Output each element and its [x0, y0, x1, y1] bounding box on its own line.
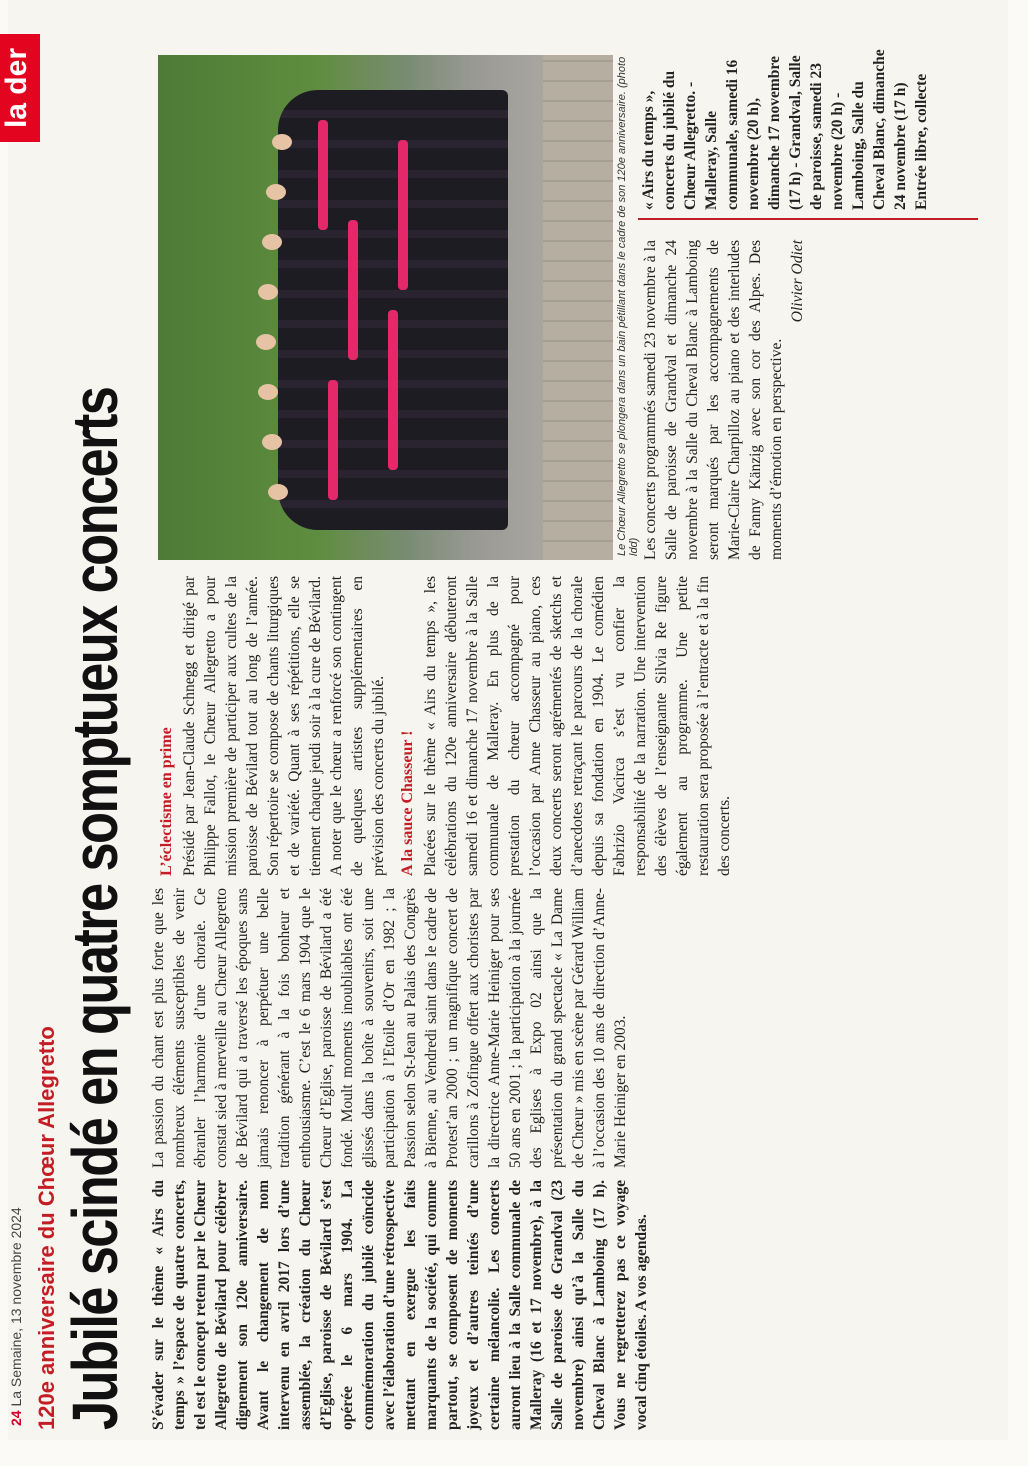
subhead-eclectisme: L’éclectisme en prime [158, 727, 175, 876]
article-paragraph-2: Présidé par Jean-Claude Schnegg et dirigé par Philippe Fallot, le Chœur Allegretto a pour mission première de participer aux cultes de la paroisse de Bévilard tout au long de l’année. Son répertoire se compose de chants liturgiques et de variété. Quant à ses répétitions, elle se tiennent chaque jeudi soir à la cure de Bévilard. A noter que le chœur a renforcé son contingent de quelques artistes supplémentaires en prévision des concerts du jubilé. [181, 576, 387, 876]
face-mark [262, 234, 282, 250]
concert-infobox [638, 40, 978, 220]
publication-date: La Semaine, 13 novembre 2024 [8, 1207, 24, 1407]
face-mark [258, 284, 278, 300]
face-mark [272, 134, 292, 150]
article-kicker: 120e anniversaire du Chœur Allegretto [34, 1026, 59, 1430]
article-lead: S’évader sur le thème « Airs du temps » l’espace de quatre concerts, tel est le concept retenu par le Chœur Allegretto de Bévilard pour célébrer dignement son 120e anniversaire. Avant le changement de nom intervenu en avril 2017 lors d’une assemblée, la création du Chœur d’Eglise, paroisse de Bévilard s’est opérée le 6 mars 1904. La commémoration du jubilé coïncide avec l’élaboration d’une rétrospective mettant en exergue les faits marquants de la société, qui comme partout, se composent de moments joyeux et d’autres teintés d’une certaine mélancolie. Les concerts auront lieu à la Salle communale de Malleray (16 et 17 novembre), à la Salle de paroisse de Grandval (23 novembre) ainsi qu’à la Salle du Cheval Blanc à Lamboing (17 h). Vous ne regretterez pas ce voyage vocal cinq étoiles. A vos agendas. [150, 1180, 650, 1430]
article-paragraph-3: Placées sur le thème « Airs du temps », les célébrations du 120e anniversaire débuteront samedi 16 et dimanche 17 novembre à la Salle communale de Malleray. En plus de la prestation du chœur accompagné pour l’occasion par Anne Chasseur au piano, ces deux concerts seront agrémentés de sketchs et d’anecdotes retraçant le parcours de la chorale depuis sa fondation en 1904. Le comédien Fabrizio Vacirca s’est vu confier la responsabilité de la narration. Une intervention des élèves de l’enseignante Silvia Re figure également au programme. Une petite restauration sera proposée à l’entracte et à la fin des concerts. [422, 576, 733, 876]
infobox-text: « Airs du temps », concerts du jubilé du Chœur Allegretto. - Malleray, Salle communale, samedi 16 novembre (20 h), dimanche 17 novembre (17 h) - Grandval, Salle de paroisse, samedi 23 novembre (20 h) - Lamboing, Salle du Cheval Blanc, dimanche 24 novembre (17 h) Entrée libre, collecte [640, 49, 930, 210]
choir-photo [158, 55, 613, 560]
scarf-mark [318, 120, 328, 230]
subhead-sauce-chasseur: A la sauce Chasseur ! [399, 730, 416, 876]
scarf-mark [388, 310, 398, 470]
face-mark [256, 334, 276, 350]
scarf-mark [398, 140, 408, 290]
face-mark [268, 484, 288, 500]
scarf-mark [328, 380, 338, 500]
photo-caption: Le Chœur Allegretto se plongera dans un bain pétillant dans le cadre de son 120e anniversaire. (photo ldd) [616, 56, 640, 556]
section-tab: la der [0, 34, 40, 142]
page-number: 24 [8, 1410, 24, 1426]
paved-ground [543, 55, 613, 560]
face-mark [262, 434, 282, 450]
article-paragraph-1: La passion du chant est plus forte que les nombreux éléments susceptibles de venir ébranler l’harmonie d’une chorale. Ce constat sied à merveille au Chœur Allegretto de Bévilard qui a traversé les époques sans jamais renoncer à perpétuer une belle tradition générant à la fois bonheur et enthousiasme. C’est le 6 mars 1904 que le Chœur d’Eglise, paroisse de Bévilard a été fondé. Moult moments inoubliables ont été glissés dans la boîte à souvenirs, soit une participation à l’Etoile d’Or en 1982 ; la Passion selon St-Jean au Palais des Congrès à Bienne, au Vendredi saint dans le cadre de Protest’an 2000 ; un magnifique concert de carillons à Zofingue offert aux choristes par la directrice Anne-Marie Heiniger pour ses 50 ans en 2001 ; la participation à la journée des Eglises à Expo 02 ainsi que la présentation du grand spectacle « La Dame de Chœur » mis en scène par Gérard William à l’occasion des 10 ans de direction d’Anne-Marie Heiniger en 2003. [150, 888, 629, 1168]
article-body-column-1 [148, 888, 988, 1168]
author-signature: Olivier Odiet [789, 240, 806, 323]
face-mark [266, 184, 286, 200]
article-headline: Jubilé scindé en quatre somptueux concerts [59, 387, 131, 1430]
article-paragraph-4: Les concerts programmés samedi 23 novembre à la Salle de paroisse de Grandval et dimanche 24 novembre à la Salle du Cheval Blanc à Lamboing seront marqués par les accompagnements de Marie-Claire Charpilloz au piano et des interludes de Fanny Känzig avec son cor des Alpes. Des moments d’émotion en perspective. [642, 240, 785, 560]
face-mark [258, 384, 278, 400]
page-header [8, 0, 24, 1440]
article-body-column-3 [640, 240, 990, 560]
article-lead-column [148, 1180, 708, 1430]
article-body-column-2 [148, 576, 988, 876]
scarf-mark [348, 220, 358, 360]
